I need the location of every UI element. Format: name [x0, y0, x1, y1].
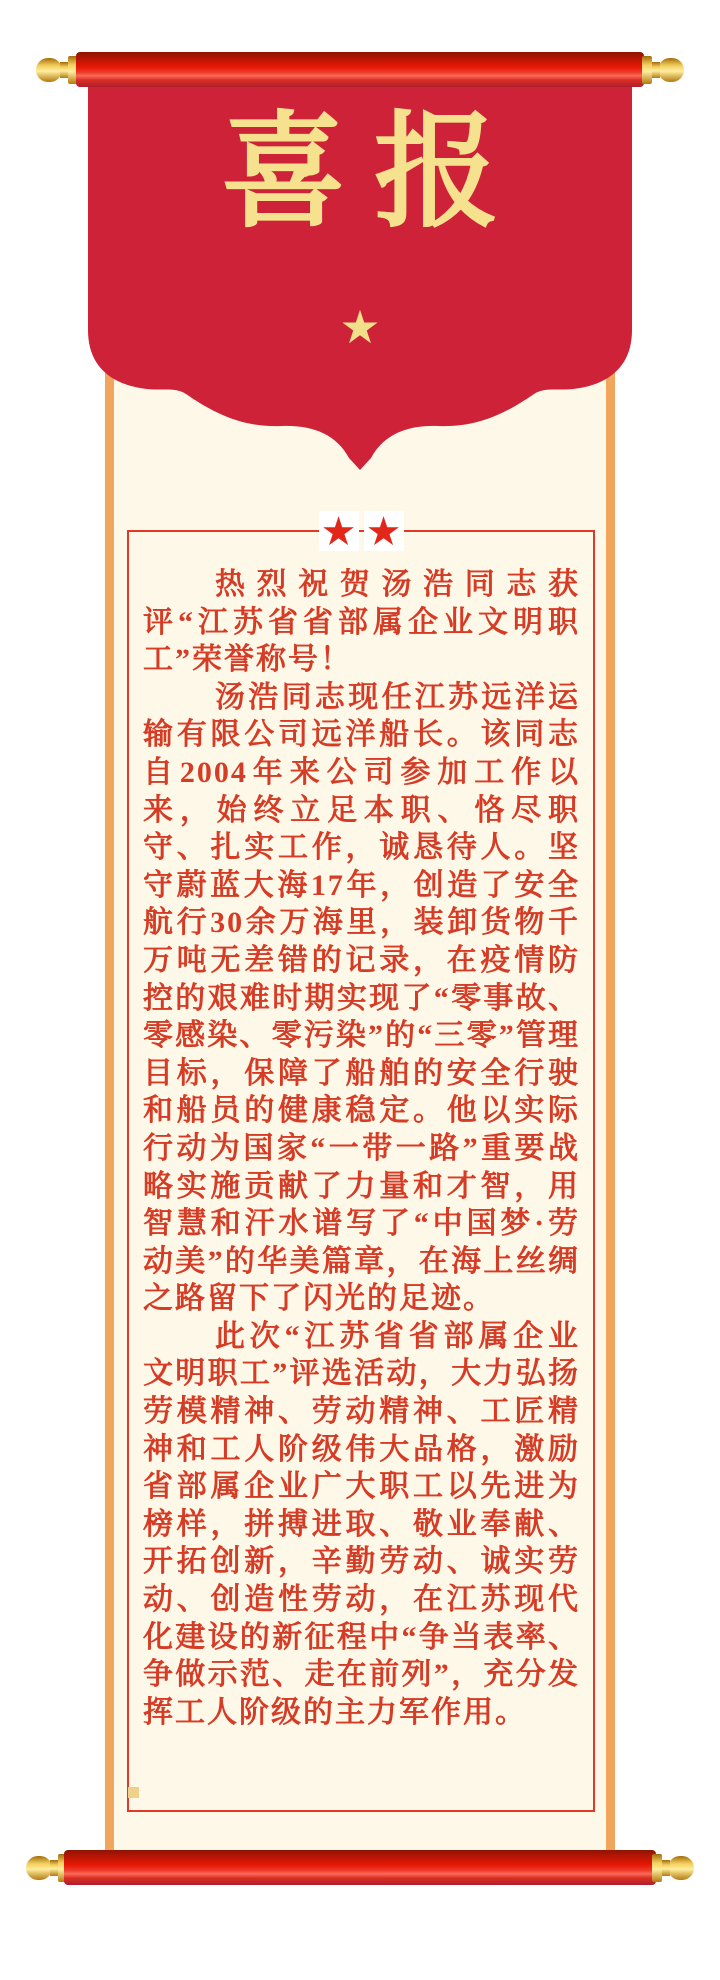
rod-finial-icon — [652, 1853, 694, 1883]
star-icon: ★ — [319, 511, 359, 551]
corner-accent — [128, 1787, 139, 1798]
rod-bar — [76, 52, 644, 87]
announcement-paragraph: 汤浩同志现任江苏远洋运输有限公司远洋船长。该同志自2004年来公司参加工作以来，始终立足本职、恪尽职守、扎实工作，诚恳待人。坚守蔚蓝大海17年，创造了安全航行30余万海里，装卸货物千万吨无差错的记录，在疫情防控的艰难时期实现了“零事故、零感染、零污染”的“三零”管理目标，保障了船舶的安全行驶和船员的健康稳定。他以实际行动为国家“一带一路”重要战略实施贡献了力量和才智，用智慧和汗水谱写了“中国梦·劳动美”的华美篇章，在海上丝绸之路留下了闪光的足迹。 — [143, 680, 580, 1316]
star-icon: ★ — [364, 511, 404, 551]
announcement-body-box — [127, 509, 595, 1812]
announcement-text — [129, 532, 593, 1731]
star-icon: ★ — [339, 302, 381, 353]
rod-finial-icon — [642, 55, 684, 85]
double-star-divider — [129, 509, 593, 554]
rod-finial-icon — [26, 1853, 68, 1883]
rod-bar — [64, 1850, 656, 1885]
banner-title: 喜报 — [221, 103, 527, 242]
announcement-paragraph: 热烈祝贺汤浩同志获评“江苏省省部属企业文明职工”荣誉称号！ — [143, 568, 580, 677]
announcement-paragraph: 此次“江苏省省部属企业文明职工”评选活动，大力弘扬劳模精神、劳动精神、工匠精神和工人阶级伟大品格，激励省部属企业广大职工以先进为榜样，拼搏进取、敬业奉献、开拓创新，辛勤劳动、诚实劳动、创造性劳动，在江苏现代化建设的新征程中“争当表率、争做示范、走在前列”，充分发挥工人阶级的主力军作用。 — [143, 1319, 580, 1729]
scroll-rod-top — [0, 52, 720, 87]
banner — [88, 60, 632, 470]
scroll-rod-bottom — [0, 1850, 720, 1885]
rod-finial-icon — [36, 55, 78, 85]
